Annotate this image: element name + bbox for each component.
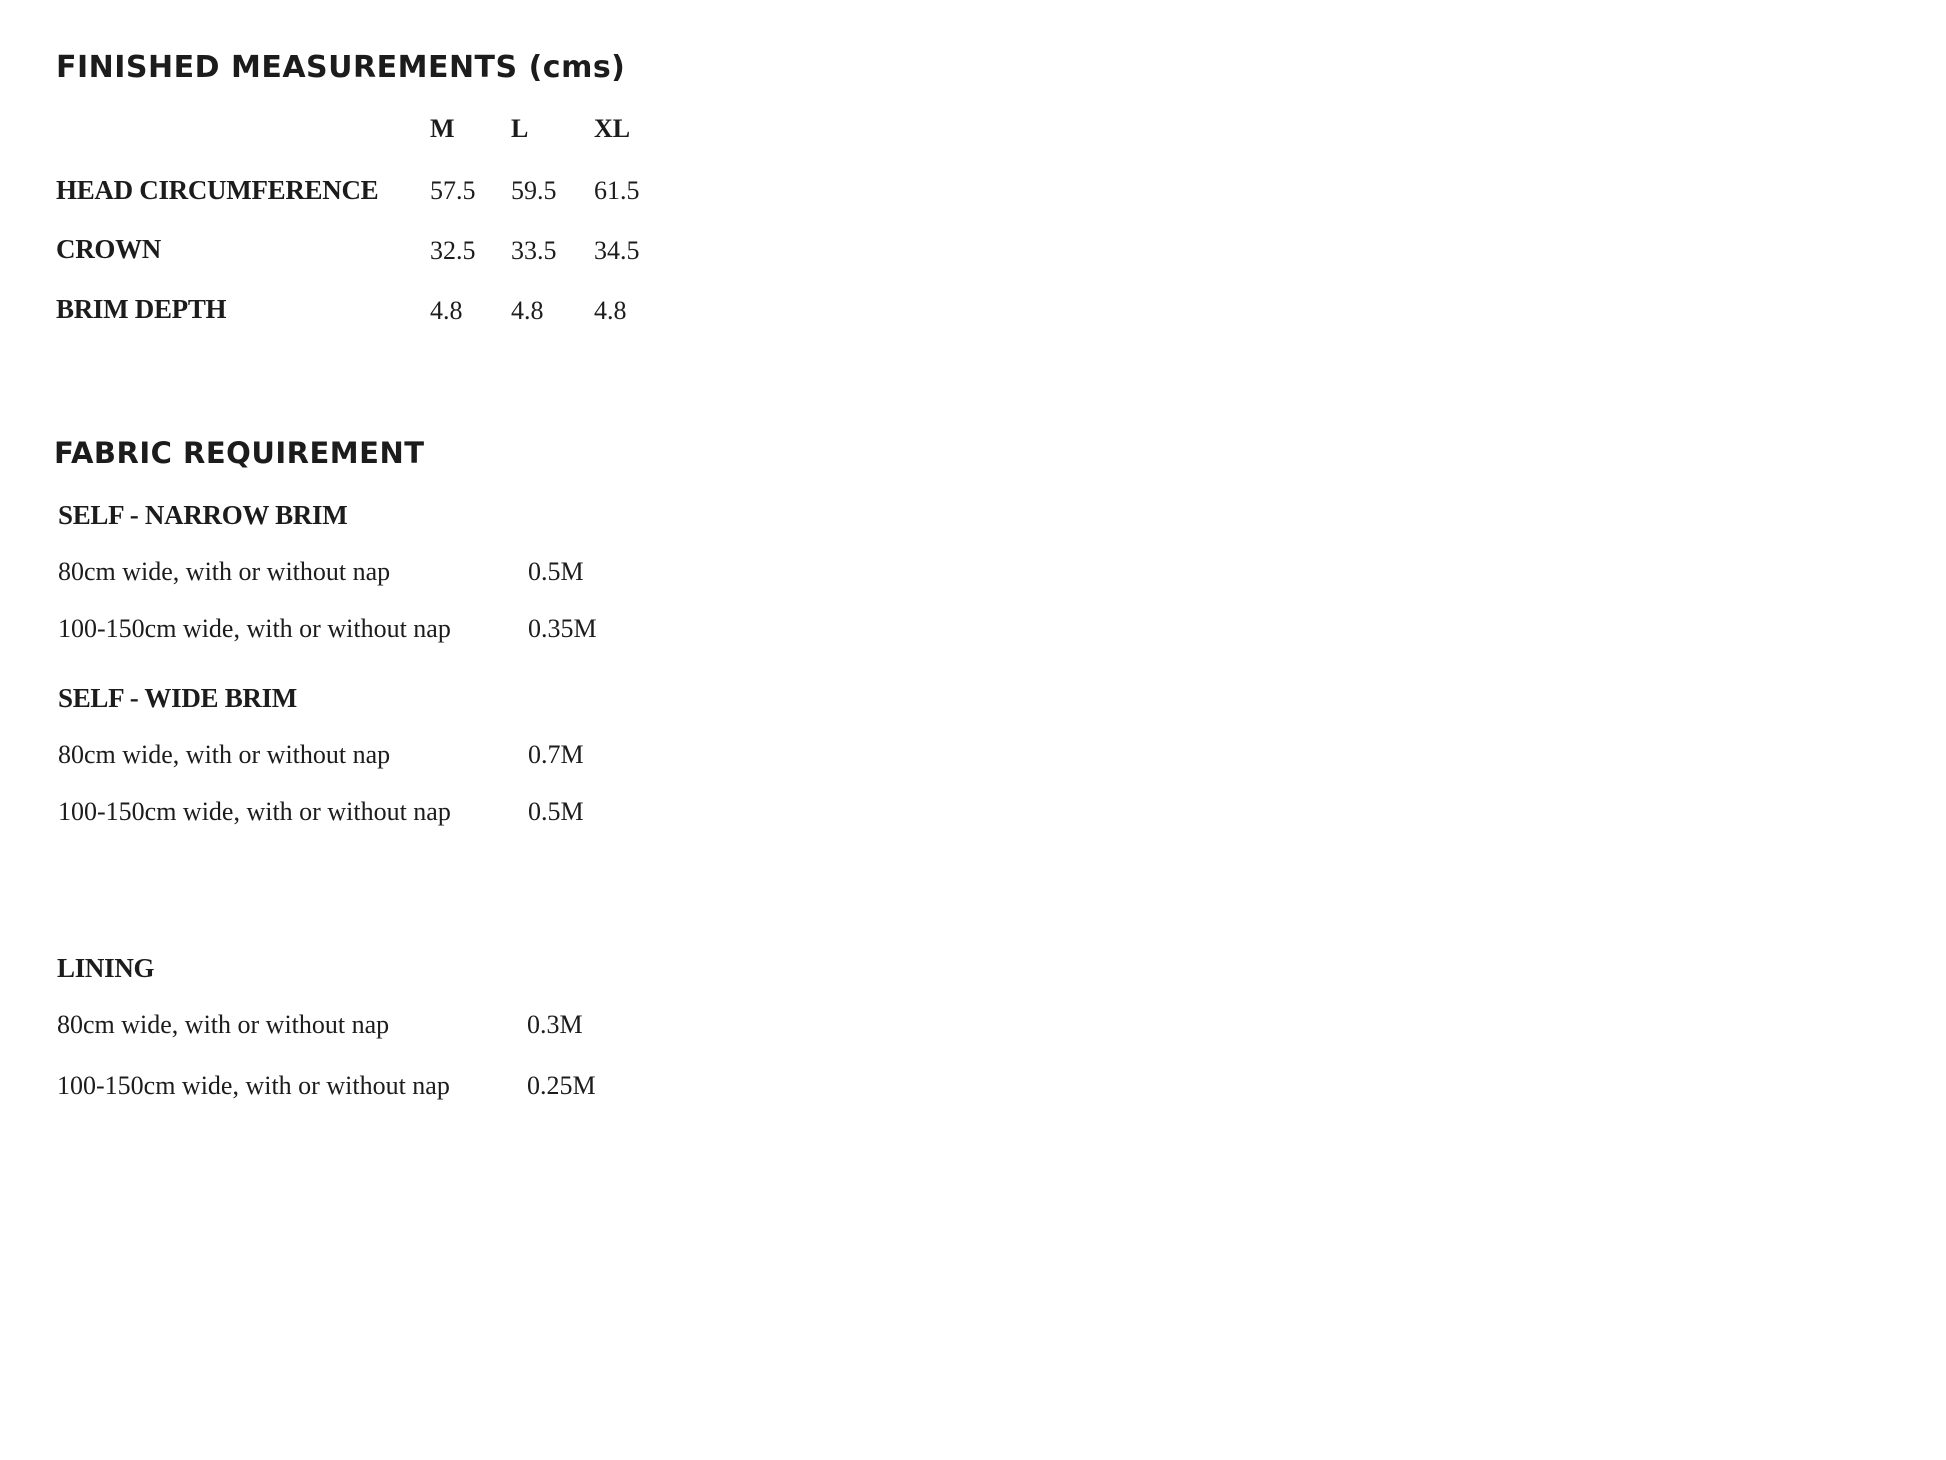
lining-row-1-desc: 80cm wide, with or without nap	[57, 1010, 390, 1039]
row-label-brim-depth: BRIM DEPTH	[56, 294, 227, 324]
row-label-head-circumference: HEAD CIRCUMFERENCE	[56, 175, 379, 205]
narrow-brim-heading: SELF - NARROW BRIM	[58, 500, 348, 530]
value-crown-m: 32.5	[430, 236, 476, 265]
wide-brim-heading: SELF - WIDE BRIM	[58, 683, 297, 713]
wide-row-1-desc: 80cm wide, with or without nap	[58, 740, 391, 769]
narrow-row-1-desc: 80cm wide, with or without nap	[58, 557, 391, 586]
value-crown-l: 33.5	[511, 236, 557, 265]
narrow-row-2-desc: 100-150cm wide, with or without nap	[58, 614, 451, 643]
lining-row-2-amount: 0.25M	[527, 1071, 596, 1100]
measurements-title: FINISHED MEASUREMENTS (cms)	[56, 50, 626, 85]
lining-heading: LINING	[57, 953, 155, 983]
narrow-row-2-amount: 0.35M	[528, 614, 597, 643]
value-brim-l: 4.8	[511, 296, 544, 325]
wide-row-2-amount: 0.5M	[528, 797, 584, 826]
value-head-l: 59.5	[511, 176, 557, 205]
size-header-m: M	[430, 114, 455, 143]
narrow-row-1-amount: 0.5M	[528, 557, 584, 586]
row-label-crown: CROWN	[56, 234, 161, 264]
value-head-m: 57.5	[430, 176, 476, 205]
value-brim-xl: 4.8	[594, 296, 627, 325]
lining-row-1-amount: 0.3M	[527, 1010, 583, 1039]
value-crown-xl: 34.5	[594, 236, 640, 265]
wide-row-2-desc: 100-150cm wide, with or without nap	[58, 797, 451, 826]
size-header-l: L	[511, 114, 529, 143]
wide-row-1-amount: 0.7M	[528, 740, 584, 769]
size-header-xl: XL	[594, 114, 631, 143]
lining-row-2-desc: 100-150cm wide, with or without nap	[57, 1071, 450, 1100]
value-brim-m: 4.8	[430, 296, 463, 325]
value-head-xl: 61.5	[594, 176, 640, 205]
fabric-title: FABRIC REQUIREMENT	[54, 436, 425, 470]
